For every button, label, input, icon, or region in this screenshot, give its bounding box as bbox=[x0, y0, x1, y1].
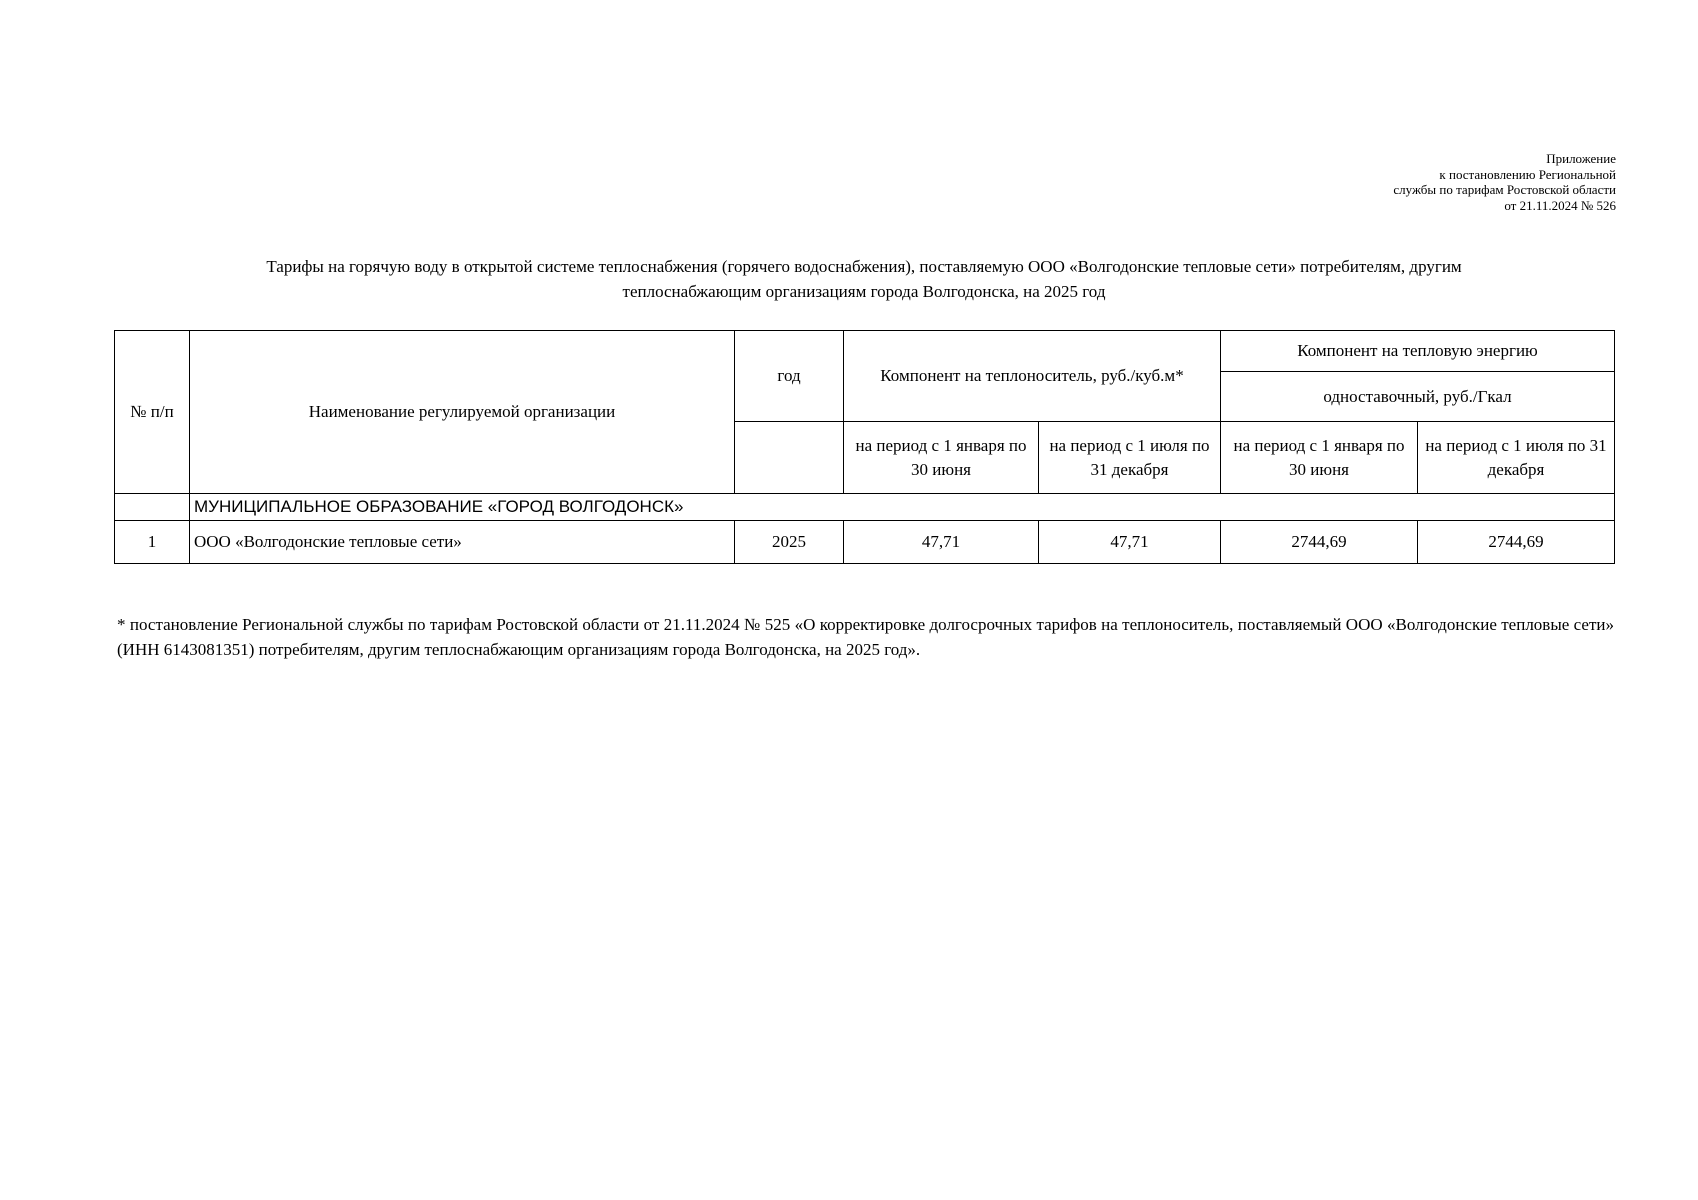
appendix-line-1: Приложение bbox=[1546, 151, 1616, 166]
table-row bbox=[115, 521, 1615, 564]
appendix-line-2: к постановлению Региональной bbox=[1439, 166, 1616, 182]
group-label: МУНИЦИПАЛЬНОЕ ОБРАЗОВАНИЕ «ГОРОД ВОЛГОДОНСК» bbox=[190, 494, 1615, 521]
header-heat-component: Компонент на тепловую энергию bbox=[1221, 331, 1615, 372]
cell-number: 1 bbox=[115, 521, 190, 564]
appendix-line-4: от 21.11.2024 № 526 bbox=[1504, 197, 1616, 213]
header-year: год bbox=[735, 331, 844, 422]
cell-coolant-h2: 47,71 bbox=[1039, 521, 1221, 564]
footnote: * постановление Региональной службы по тарифам Ростовской области от 21.11.2024 № 525 «О корректировке долгосрочных тарифов на теплоноситель, поставляемый ООО «Волгодонские тепловые сети» (ИНН 6143081351) потребителям, другим теплоснабжающим организациям города Волгодонска, на 2025 год». bbox=[117, 615, 1614, 659]
header-coolant-component: Компонент на теплоноситель, руб./куб.м* bbox=[844, 331, 1221, 422]
cell-coolant-h1: 47,71 bbox=[844, 521, 1039, 564]
header-heat-period-2: на период с 1 июля по 31 декабря bbox=[1418, 422, 1615, 494]
header-year-blank bbox=[735, 422, 844, 494]
tariff-table bbox=[114, 330, 1615, 564]
cell-year: 2025 bbox=[735, 521, 844, 564]
header-coolant-period-2: на период с 1 июля по 31 декабря bbox=[1039, 422, 1221, 494]
header-coolant-period-1: на период с 1 января по 30 июня bbox=[844, 422, 1039, 494]
cell-heat-h2: 2744,69 bbox=[1418, 521, 1615, 564]
group-row bbox=[115, 494, 1615, 521]
document-title bbox=[150, 254, 1578, 304]
group-number-blank bbox=[115, 494, 190, 521]
header-org-name: Наименование регулируемой организации bbox=[190, 331, 735, 494]
header-heat-period-1: на период с 1 января по 30 июня bbox=[1221, 422, 1418, 494]
appendix-line-3: службы по тарифам Ростовской области bbox=[1393, 182, 1616, 197]
header-number: № п/п bbox=[115, 331, 190, 494]
title-line-1: Тарифы на горячую воду в открытой системе теплоснабжения (горячего водоснабжения), поставляемую ООО «Волгодонские тепловые сети» потребителям, другим bbox=[266, 257, 1462, 276]
appendix-block bbox=[1196, 151, 1616, 213]
cell-heat-h1: 2744,69 bbox=[1221, 521, 1418, 564]
header-single-rate: одноставочный, руб./Гкал bbox=[1221, 372, 1615, 422]
cell-org-name: ООО «Волгодонские тепловые сети» bbox=[190, 521, 735, 564]
title-line-2: теплоснабжающим организациям города Волгодонска, на 2025 год bbox=[622, 282, 1106, 301]
header-row-1 bbox=[115, 331, 1615, 372]
